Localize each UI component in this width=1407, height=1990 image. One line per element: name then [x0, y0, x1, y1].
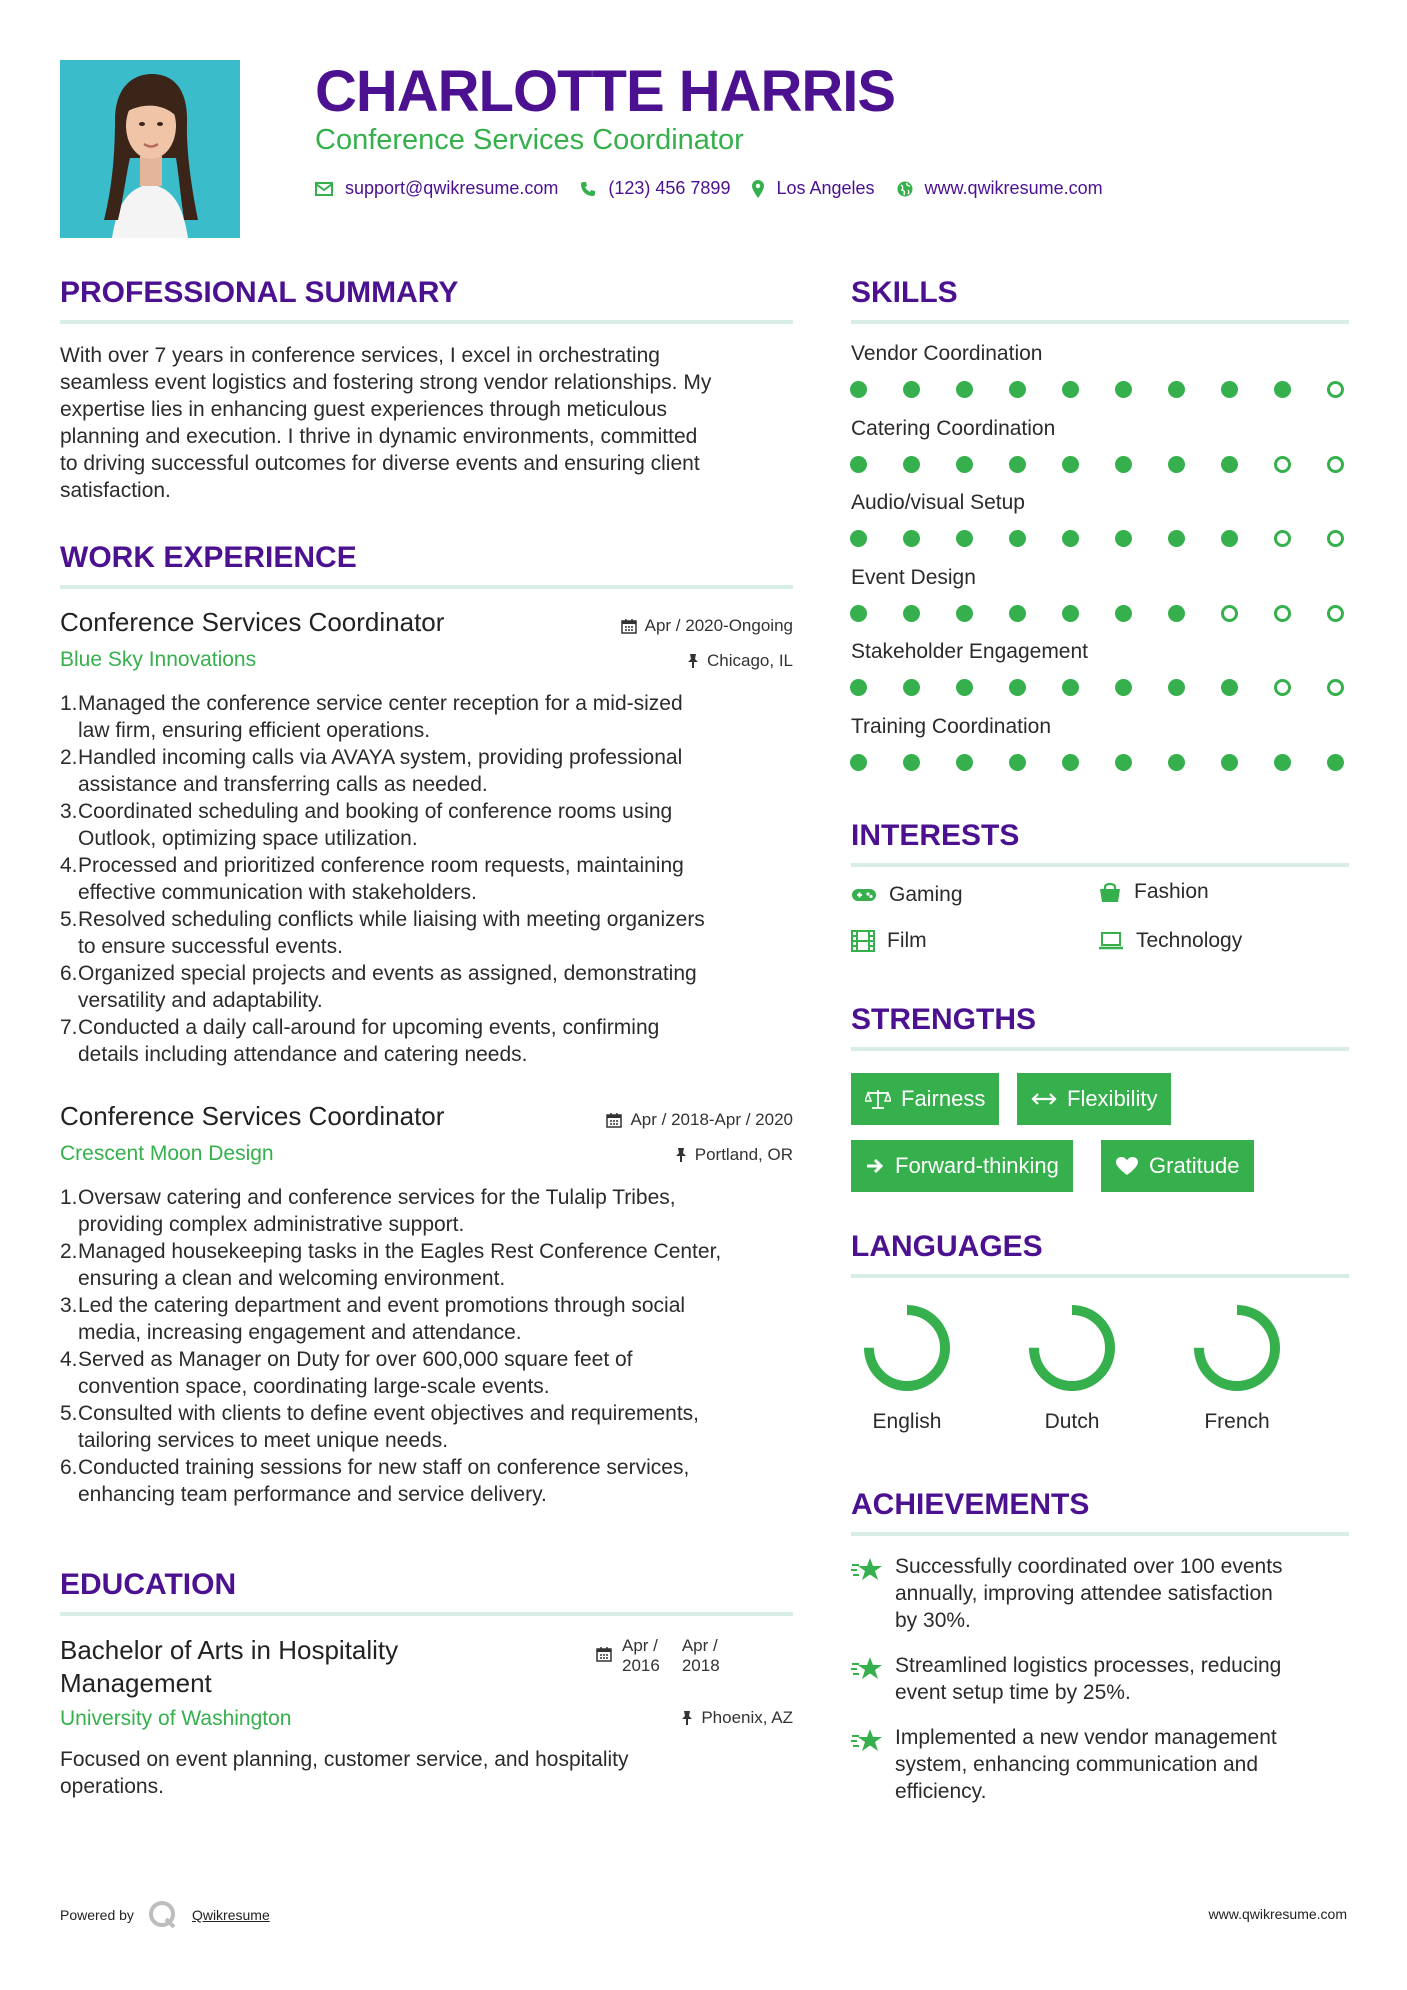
laptop-icon — [1098, 932, 1124, 950]
balance-scale-icon — [865, 1089, 891, 1109]
job-duty-line: to ensure successful events. — [78, 935, 343, 958]
skill-rating — [850, 381, 1344, 398]
rating-dot-filled — [903, 456, 920, 473]
rating-dot-empty — [1327, 679, 1344, 696]
summary-line: satisfaction. — [60, 479, 171, 502]
start-year: 2016 — [622, 1656, 660, 1675]
rating-dot-filled — [1168, 605, 1185, 622]
job-duty-line: Processed and prioritized conference room requests, maintaining — [78, 854, 684, 877]
experience-heading: WORK EXPERIENCE — [60, 541, 357, 574]
job-duty-item — [60, 906, 800, 960]
rating-dot-filled — [1221, 381, 1238, 398]
job-duty-line: providing complex administrative support. — [78, 1213, 465, 1236]
education-dates — [596, 1636, 720, 1676]
rating-dot-filled — [850, 381, 867, 398]
rating-dot-filled — [1115, 605, 1132, 622]
language-item — [842, 1300, 972, 1434]
rating-dot-filled — [1221, 456, 1238, 473]
list-number: 6. — [60, 962, 78, 985]
rating-dot-filled — [1274, 754, 1291, 771]
achievement-item — [851, 1553, 1341, 1634]
rating-dot-filled — [1009, 456, 1026, 473]
rating-dot-filled — [903, 605, 920, 622]
list-number: 2. — [60, 1240, 78, 1263]
achievement-line: system, enhancing communication and — [895, 1753, 1259, 1776]
list-number: 5. — [60, 908, 78, 931]
education-desc-line: operations. — [60, 1775, 164, 1798]
calendar-icon — [596, 1646, 612, 1662]
job-location-text: Portland, OR — [694, 1145, 793, 1164]
interests-divider — [851, 863, 1349, 867]
interest-label: Technology — [1136, 929, 1243, 952]
summary-text — [60, 342, 800, 504]
job-duty-line: Managed housekeeping tasks in the Eagles Rest Conference Center, — [78, 1240, 722, 1263]
job-duty-line: details including attendance and catering needs. — [78, 1043, 528, 1066]
list-number: 3. — [60, 800, 78, 823]
rating-dot-filled — [1168, 679, 1185, 696]
job-duty-line: Organized special projects and events as assigned, demonstrating — [78, 962, 697, 985]
skill-name: Event Design — [851, 565, 976, 589]
achievement-item — [851, 1724, 1341, 1805]
summary-line: to driving successful outcomes for diverse events and ensuring client — [60, 452, 700, 475]
rating-dot-filled — [1168, 456, 1185, 473]
envelope-icon — [315, 182, 333, 196]
job-duties-list — [60, 1184, 800, 1508]
qwikresume-link[interactable]: Qwikresume — [191, 1907, 270, 1923]
job-duty-line: convention space, coordinating large-scale events. — [78, 1375, 550, 1398]
job-duty-line: Consulted with clients to define event objectives and requirements, — [78, 1402, 700, 1425]
rating-dot-filled — [1221, 679, 1238, 696]
strengths-divider — [851, 1047, 1349, 1051]
job-duty-line: tailoring services to meet unique needs. — [78, 1429, 449, 1452]
pushpin-icon — [675, 1147, 687, 1163]
interest-gaming — [851, 883, 963, 907]
rating-dot-filled — [1009, 605, 1026, 622]
interest-technology — [1098, 929, 1242, 953]
rating-dot-filled — [850, 605, 867, 622]
rating-dot-filled — [1115, 754, 1132, 771]
job-duty-line: Conducted a daily call-around for upcoming events, confirming — [78, 1016, 660, 1039]
star-trophy-icon — [851, 1728, 883, 1754]
language-progress-arc — [869, 1310, 945, 1386]
rating-dot-filled — [1062, 754, 1079, 771]
language-item — [1172, 1300, 1302, 1434]
rating-dot-empty — [1327, 605, 1344, 622]
interest-fashion — [1098, 880, 1209, 904]
skill-name: Stakeholder Engagement — [851, 640, 1088, 663]
contact-bar — [315, 178, 1125, 199]
achievement-item — [851, 1652, 1341, 1706]
strength-badge-flexibility — [1017, 1073, 1171, 1125]
achievement-text — [895, 1652, 1281, 1706]
skill-name: Audio/visual Setup — [851, 491, 1025, 514]
language-progress-arc — [1034, 1310, 1110, 1386]
skills-divider — [851, 320, 1349, 324]
skills-heading: SKILLS — [851, 276, 958, 309]
job-duty-line: Coordinated scheduling and booking of conference rooms using — [78, 800, 673, 823]
job-location — [687, 651, 793, 671]
job-duty-line: enhancing team performance and service delivery. — [78, 1483, 547, 1506]
language-progress-ring — [859, 1300, 955, 1396]
languages-divider — [851, 1274, 1349, 1278]
rating-dot-filled — [956, 679, 973, 696]
job-duty-line: Oversaw catering and conference services for the Tulalip Tribes, — [78, 1186, 676, 1209]
rating-dot-empty — [1274, 530, 1291, 547]
profile-photo — [60, 60, 240, 238]
rating-dot-empty — [1274, 456, 1291, 473]
job-duty-line: Handled incoming calls via AVAYA system, providing professional — [78, 746, 683, 769]
calendar-icon — [621, 618, 637, 634]
list-number: 5. — [60, 1402, 78, 1425]
rating-dot-filled — [1062, 530, 1079, 547]
contact-location — [752, 178, 874, 199]
job-date — [606, 1110, 793, 1130]
degree-title — [60, 1634, 398, 1700]
list-number: 3. — [60, 1294, 78, 1317]
list-number: 1. — [60, 692, 78, 715]
heart-icon — [1115, 1156, 1139, 1176]
strength-label: Fairness — [901, 1086, 986, 1111]
job-duty-line: Managed the conference service center reception for a mid-sized — [78, 692, 683, 715]
rating-dot-filled — [1168, 754, 1185, 771]
arrow-right-icon — [865, 1157, 885, 1175]
achievements-divider — [851, 1532, 1349, 1536]
job-duty-line: versatility and adaptability. — [78, 989, 323, 1012]
summary-line: planning and execution. I thrive in dynamic environments, committed — [60, 425, 698, 448]
email-text: support@qwikresume.com — [345, 178, 559, 198]
language-name: English — [872, 1410, 942, 1433]
rating-dot-filled — [903, 754, 920, 771]
summary-line: With over 7 years in conference services, I excel in orchestrating — [60, 344, 660, 367]
rating-dot-filled — [1168, 381, 1185, 398]
footer-website[interactable]: www.qwikresume.com — [1208, 1906, 1347, 1922]
language-name: French — [1204, 1410, 1270, 1433]
interest-label: Fashion — [1134, 880, 1209, 903]
summary-heading: PROFESSIONAL SUMMARY — [60, 276, 459, 309]
contact-email[interactable] — [315, 178, 558, 199]
rating-dot-empty — [1274, 605, 1291, 622]
rating-dot-filled — [956, 456, 973, 473]
language-progress-arc — [1199, 1310, 1275, 1386]
end-month: Apr / — [681, 1636, 718, 1655]
company-name: Crescent Moon Design — [60, 1142, 274, 1165]
strength-badge-forward-thinking — [851, 1140, 1073, 1192]
job-duty-item — [60, 1184, 800, 1238]
rating-dot-filled — [1327, 754, 1344, 771]
rating-dot-filled — [850, 530, 867, 547]
location-text: Los Angeles — [776, 178, 875, 198]
job-duty-line: ensuring a clean and welcoming environment. — [78, 1267, 506, 1290]
rating-dot-filled — [850, 679, 867, 696]
rating-dot-filled — [1062, 679, 1079, 696]
job-duties-list — [60, 690, 800, 1068]
degree-line: Management — [60, 1668, 212, 1698]
map-pin-icon — [752, 180, 764, 198]
rating-dot-filled — [956, 605, 973, 622]
job-duty-item — [60, 1346, 800, 1400]
education-divider — [60, 1612, 793, 1616]
education-location — [681, 1708, 793, 1728]
job-duty-line: Resolved scheduling conflicts while liaising with meeting organizers — [78, 908, 705, 931]
rating-dot-filled — [1274, 381, 1291, 398]
language-progress-ring — [1024, 1300, 1120, 1396]
list-number: 4. — [60, 854, 78, 877]
strengths-heading: STRENGTHS — [851, 1003, 1037, 1036]
achievement-line: Successfully coordinated over 100 events — [895, 1555, 1283, 1578]
rating-dot-filled — [903, 381, 920, 398]
achievements-heading: ACHIEVEMENTS — [851, 1488, 1090, 1521]
rating-dot-filled — [1062, 381, 1079, 398]
achievement-line: annually, improving attendee satisfaction — [895, 1582, 1273, 1605]
footer-powered-by — [60, 1900, 270, 1930]
interest-label: Film — [887, 929, 927, 952]
job-duty-item — [60, 1238, 800, 1292]
skill-rating — [850, 605, 1344, 622]
end-year: 2018 — [681, 1656, 720, 1675]
job-title: Conference Services Coordinator — [60, 607, 445, 637]
job-duty-line: Led the catering department and event promotions through social — [78, 1294, 686, 1317]
achievement-text — [895, 1553, 1283, 1634]
education-location-text: Phoenix, AZ — [701, 1708, 793, 1727]
phone-icon — [580, 181, 596, 197]
strength-label: Gratitude — [1149, 1153, 1240, 1178]
list-number: 2. — [60, 746, 78, 769]
candidate-title: Conference Services Coordinator — [315, 124, 744, 156]
skill-rating — [850, 754, 1344, 771]
rating-dot-filled — [1115, 530, 1132, 547]
rating-dot-empty — [1274, 679, 1291, 696]
job-duty-item — [60, 1400, 800, 1454]
strength-label: Forward-thinking — [895, 1153, 1059, 1178]
powered-by-text: Powered by — [60, 1907, 134, 1923]
start-month: Apr / — [622, 1636, 658, 1655]
rating-dot-filled — [1009, 381, 1026, 398]
language-name: Dutch — [1044, 1410, 1100, 1433]
skill-name: Vendor Coordination — [851, 342, 1043, 365]
rating-dot-filled — [1168, 530, 1185, 547]
job-title: Conference Services Coordinator — [60, 1101, 445, 1131]
education-description — [60, 1746, 800, 1800]
job-duty-line: Served as Manager on Duty for over 600,000 square feet of — [78, 1348, 633, 1371]
education-desc-line: Focused on event planning, customer service, and hospitality — [60, 1748, 629, 1771]
rating-dot-filled — [903, 679, 920, 696]
contact-website[interactable] — [897, 178, 1103, 199]
education-heading: EDUCATION — [60, 1568, 237, 1601]
job-duty-line: media, increasing engagement and attendance. — [78, 1321, 522, 1344]
rating-dot-empty — [1327, 456, 1344, 473]
job-location — [675, 1145, 793, 1165]
experience-divider — [60, 585, 793, 589]
job-duty-item — [60, 1292, 800, 1346]
summary-line: expertise lies in enhancing guest experiences through meticulous — [60, 398, 668, 421]
skill-rating — [850, 456, 1344, 473]
shopping-bag-icon — [1098, 881, 1122, 903]
company-name: Blue Sky Innovations — [60, 648, 257, 671]
calendar-icon — [606, 1112, 622, 1128]
job-date-text: Apr / 2020-Ongoing — [644, 616, 793, 635]
candidate-name: CHARLOTTE HARRIS — [315, 59, 896, 124]
job-location-text: Chicago, IL — [707, 651, 793, 670]
rating-dot-empty — [1221, 605, 1238, 622]
list-number: 1. — [60, 1186, 78, 1209]
pushpin-icon — [687, 653, 699, 669]
pushpin-icon — [681, 1710, 693, 1726]
rating-dot-filled — [850, 456, 867, 473]
job-duty-item — [60, 960, 800, 1014]
film-icon — [851, 930, 875, 952]
contact-phone[interactable] — [580, 178, 730, 199]
job-duty-item — [60, 852, 800, 906]
person-illustration — [60, 60, 240, 238]
rating-dot-empty — [1327, 530, 1344, 547]
achievement-text — [895, 1724, 1277, 1805]
rating-dot-filled — [1062, 456, 1079, 473]
skill-rating — [850, 679, 1344, 696]
languages-heading: LANGUAGES — [851, 1230, 1043, 1263]
rating-dot-filled — [1115, 679, 1132, 696]
rating-dot-filled — [903, 530, 920, 547]
achievement-line: event setup time by 25%. — [895, 1681, 1131, 1704]
interest-film — [851, 929, 927, 953]
rating-dot-filled — [1062, 605, 1079, 622]
summary-line: seamless event logistics and fostering strong vendor relationships. My — [60, 371, 712, 394]
interests-heading: INTERESTS — [851, 819, 1020, 852]
list-number: 6. — [60, 1456, 78, 1479]
globe-icon — [897, 181, 913, 197]
job-duty-line: Conducted training sessions for new staff on conference services, — [78, 1456, 690, 1479]
list-number: 4. — [60, 1348, 78, 1371]
skill-name: Training Coordination — [851, 714, 1052, 738]
rating-dot-filled — [956, 530, 973, 547]
rating-dot-filled — [1009, 754, 1026, 771]
rating-dot-filled — [956, 381, 973, 398]
job-duty-item — [60, 1454, 800, 1508]
language-item — [1007, 1300, 1137, 1434]
degree-line: Bachelor of Arts in Hospitality — [60, 1635, 399, 1665]
job-duty-line: effective communication with stakeholders. — [78, 881, 477, 904]
job-date — [621, 616, 793, 636]
rating-dot-filled — [1009, 679, 1026, 696]
rating-dot-filled — [1115, 381, 1132, 398]
arrows-horizontal-icon — [1031, 1092, 1057, 1106]
rating-dot-filled — [850, 754, 867, 771]
job-duty-line: law firm, ensuring efficient operations. — [78, 719, 431, 742]
website-text: www.qwikresume.com — [924, 178, 1103, 198]
job-duty-item — [60, 744, 800, 798]
education-end — [682, 1636, 720, 1676]
gamepad-icon — [851, 887, 877, 903]
rating-dot-filled — [1221, 530, 1238, 547]
phone-text: (123) 456 7899 — [608, 178, 731, 198]
list-number: 7. — [60, 1016, 78, 1039]
job-duty-line: assistance and transferring calls as needed. — [78, 773, 488, 796]
job-date-text: Apr / 2018-Apr / 2020 — [630, 1110, 793, 1129]
achievement-line: Streamlined logistics processes, reducing — [895, 1654, 1282, 1677]
skill-name: Catering Coordination — [851, 416, 1056, 440]
achievement-line: efficiency. — [895, 1780, 987, 1803]
rating-dot-filled — [1221, 754, 1238, 771]
job-duty-item — [60, 690, 800, 744]
school-name: University of Washington — [60, 1707, 292, 1730]
job-duty-item — [60, 798, 800, 852]
star-trophy-icon — [851, 1557, 883, 1583]
rating-dot-filled — [1009, 530, 1026, 547]
strength-badge-fairness — [851, 1073, 999, 1125]
strength-label: Flexibility — [1067, 1086, 1158, 1111]
strength-badge-gratitude — [1101, 1140, 1254, 1192]
job-duty-item — [60, 1014, 800, 1068]
interest-label: Gaming — [889, 883, 963, 906]
education-start — [622, 1636, 660, 1676]
summary-divider — [60, 320, 793, 324]
skill-rating — [850, 530, 1344, 547]
rating-dot-filled — [1115, 456, 1132, 473]
qwikresume-logo-icon — [148, 1900, 178, 1930]
rating-dot-empty — [1327, 381, 1344, 398]
job-duty-line: Outlook, optimizing space utilization. — [78, 827, 418, 850]
achievement-line: Implemented a new vendor management — [895, 1726, 1277, 1749]
rating-dot-filled — [956, 754, 973, 771]
achievement-line: by 30%. — [895, 1609, 971, 1632]
language-progress-ring — [1189, 1300, 1285, 1396]
star-trophy-icon — [851, 1656, 883, 1682]
